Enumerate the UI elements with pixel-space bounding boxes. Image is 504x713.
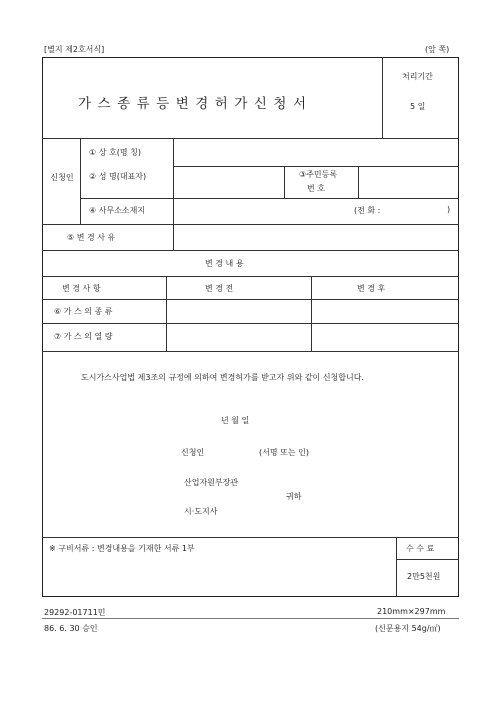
divider bbox=[42, 323, 459, 324]
col-header-after: 변 경 후 bbox=[357, 284, 386, 293]
divider bbox=[284, 166, 285, 198]
form-title: 가스종류등변경허가신청서 bbox=[78, 96, 313, 112]
footer-divider bbox=[42, 618, 459, 619]
divider bbox=[166, 276, 167, 351]
row-gas-type: ⑥ 가 스 의 종 류 bbox=[54, 307, 113, 316]
fee-label: 수 수 료 bbox=[406, 544, 435, 553]
divider bbox=[80, 138, 81, 224]
office-address-label: ④ 사무소소재지 bbox=[89, 206, 146, 215]
divider bbox=[42, 250, 459, 251]
divider bbox=[358, 166, 359, 198]
divider bbox=[80, 198, 459, 199]
representative-name-label: ② 성 명(대표자) bbox=[89, 172, 147, 181]
application-statement: 도시가스사업법 제3조의 규정에 의하여 변경허가를 받고자 위와 같이 신청합니다. bbox=[81, 373, 364, 382]
phone-close: ) bbox=[447, 205, 451, 214]
divider bbox=[42, 138, 459, 139]
change-reason-label: ⑤ 변 경 사 유 bbox=[67, 233, 116, 242]
date-line: 년 월 일 bbox=[221, 416, 250, 425]
divider bbox=[42, 224, 459, 225]
processing-period-label: 처리기간 bbox=[402, 72, 433, 81]
divider bbox=[382, 57, 383, 138]
paper-type: (신문용지 54g/㎡) bbox=[375, 624, 441, 633]
divider bbox=[42, 351, 459, 352]
honorific: 귀하 bbox=[286, 492, 302, 501]
sign-note: (서명 또는 인) bbox=[259, 448, 309, 457]
fee-value: 2만5천원 bbox=[407, 572, 441, 581]
col-header-before: 변 경 전 bbox=[205, 284, 234, 293]
minister-label: 산업자원부장관 bbox=[184, 478, 239, 487]
applicant-label: 신청인 bbox=[50, 173, 74, 182]
divider bbox=[173, 166, 459, 167]
col-header-item: 변 경 사 항 bbox=[62, 284, 101, 293]
divider bbox=[311, 276, 312, 351]
processing-period-value: 5 일 bbox=[410, 102, 426, 111]
business-name-label: ① 상 호(명 칭) bbox=[89, 148, 141, 157]
form-number: [별지 제2호서식] bbox=[44, 45, 105, 54]
divider bbox=[396, 559, 459, 560]
governor-label: 시·도지사 bbox=[184, 507, 218, 516]
approval-date: 86. 6. 30 승인 bbox=[44, 624, 98, 633]
divider bbox=[42, 276, 459, 277]
attachments-note: ※ 구비서류 : 변경내용을 기재한 서류 1부 bbox=[49, 544, 195, 553]
resident-number-label: ③주민등록 bbox=[299, 170, 338, 179]
paper-size: 210mm×297mm bbox=[377, 607, 446, 616]
row-gas-heat: ⑦ 가 스 의 열 량 bbox=[54, 332, 113, 341]
divider bbox=[42, 299, 459, 300]
change-contents-header: 변 경 내 용 bbox=[205, 259, 244, 268]
divider bbox=[173, 138, 174, 250]
page-side-label: (앞 쪽) bbox=[425, 45, 450, 54]
phone-label: (전 화 : bbox=[354, 206, 381, 215]
applicant-sign-label: 신청인 bbox=[181, 448, 205, 457]
form-code: 29292-01711민 bbox=[44, 608, 106, 617]
resident-number-label-2: 번 호 bbox=[307, 184, 325, 193]
divider bbox=[396, 537, 397, 597]
